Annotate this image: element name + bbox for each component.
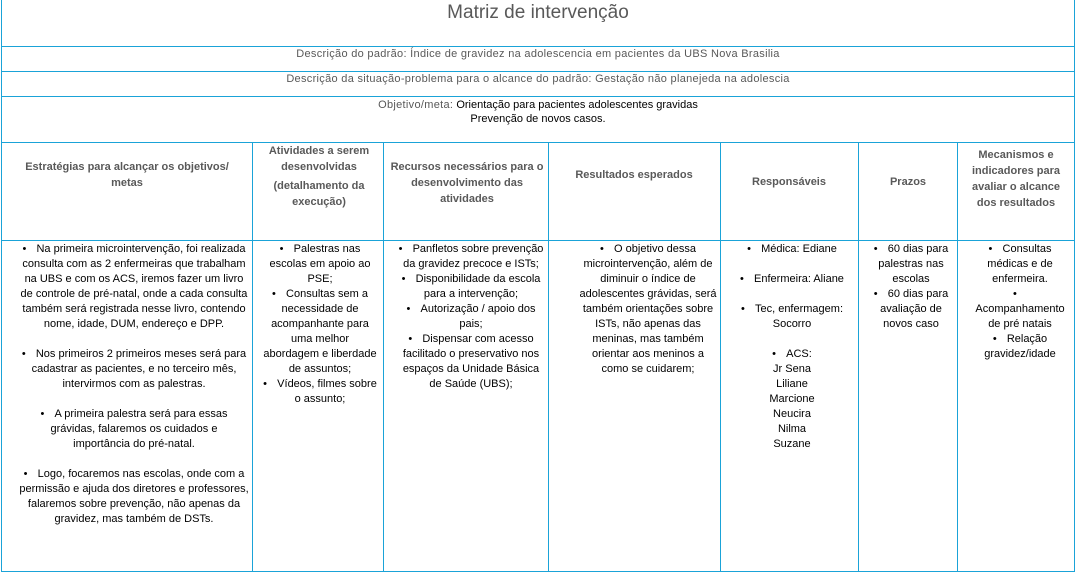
page-title: Matriz de intervenção	[447, 2, 629, 23]
bullet-icon: •	[406, 303, 411, 315]
header-label: Recursos necessários para o desenvolvimento das atividades	[390, 161, 544, 205]
bullet-icon: •	[600, 243, 604, 255]
column-divider	[858, 142, 859, 572]
situacao-description: Descrição da situação-problema para o alcance do padrão: Gestação não planejeda na adolescia	[286, 73, 790, 85]
bullet-icon: •	[23, 468, 28, 480]
table-border-bottom	[1, 571, 1074, 572]
header-label: Responsáveis	[752, 176, 826, 188]
list-item: • Palestras nas escolas em apoio ao PSE;	[269, 243, 371, 285]
header-estrategias	[10, 143, 244, 255]
row-divider	[1, 96, 1074, 97]
header-label: Prazos	[889, 176, 927, 188]
bullet-icon: •	[992, 333, 997, 345]
bullet-icon: •	[1013, 288, 1017, 300]
header-label: Resultados esperados	[575, 169, 693, 181]
header-label: Atividades a serem desenvolvidas	[268, 145, 370, 173]
list-item: • 60 dias para palestras nas escolas	[873, 243, 949, 285]
list-item: • O objetivo dessa microintervenção, além de diminuir o índice de adolescentes grávidas, será também orientações sobre ISTs, não apenas das meninas, mas também orientar aos meninos a como se cuidarem;	[579, 243, 717, 375]
bullet-icon: •	[408, 333, 413, 345]
list-item: • Médica: Ediane	[747, 243, 837, 255]
bullet-icon: •	[40, 408, 45, 420]
acs-name: Neucira	[773, 408, 811, 420]
cell-atividades	[262, 242, 378, 407]
bullet-icon: •	[740, 273, 744, 285]
bullet-icon: •	[22, 243, 27, 255]
column-divider	[383, 142, 384, 572]
acs-name: Liliane	[776, 378, 808, 390]
bullet-icon: •	[398, 243, 403, 255]
column-divider	[252, 142, 253, 572]
list-item: • Logo, focaremos nas escolas, onde com a permissão e ajuda dos diretores e professores, falaremos sobre prevenção, não apenas da gravidez, mas também de DSTs.	[19, 468, 249, 525]
cell-prazos	[866, 242, 956, 332]
cell-estrategias	[18, 242, 250, 542]
list-item: • Nos primeiros 2 primeiros meses será para cadastrar as pacientes, e no terceiro mês, intervirmos com as palestras.	[21, 348, 247, 390]
list-item: • Na primeira microintervenção, foi realizada consulta com as 2 enfermeiras que trabalham na UBS e com os ACS, iremos fazer um livro de controle de pré-natal, onde a cada consulta também será registrada nesse livro, contendo nome, idade, DUM, endereço e DPP.	[20, 243, 248, 330]
cell-responsaveis	[730, 242, 854, 467]
acs-name: Marcione	[769, 393, 815, 405]
header-sublabel: (detalhamento da execução)	[273, 180, 365, 208]
bullet-icon: •	[263, 378, 268, 390]
objetivo-line-1: Orientação para pacientes adolescentes gravidas	[456, 99, 698, 111]
row-divider	[1, 71, 1074, 72]
column-divider	[548, 142, 549, 572]
list-item: • Relação gravidez/idade	[984, 333, 1056, 360]
list-item: • Consultas sem a necessidade de acompanhante para uma melhor abordagem e liberdade de assuntos;	[263, 288, 377, 375]
list-item: • Panfletos sobre prevenção da gravidez precoce e ISTs;	[398, 243, 544, 270]
header-recursos	[388, 143, 546, 255]
bullet-icon: •	[401, 273, 406, 285]
acs-name: Nilma	[777, 423, 807, 435]
bullet-icon: •	[21, 348, 26, 360]
table-border-left	[1, 0, 2, 572]
table-border-right	[1074, 0, 1075, 572]
list-item: • Disponibilidade da escola para a intervenção;	[401, 273, 541, 300]
bullet-icon: •	[740, 303, 745, 315]
bullet-icon: •	[272, 288, 276, 300]
padrao-description: Descrição do padrão: Índice de gravidez na adolescencia em pacientes da UBS Nova Brasilia	[296, 48, 780, 60]
list-item: • 60 dias para avaliação de novos caso	[873, 288, 949, 330]
bullet-icon: •	[988, 243, 993, 255]
header-atividades	[262, 143, 376, 239]
cell-resultados	[578, 242, 718, 377]
column-divider	[957, 142, 958, 572]
list-item: • ACS: Jr Sena Liliane Marcione Neucira Nilma Suzane	[730, 347, 854, 452]
header-mecanismos	[962, 143, 1070, 243]
list-item: • Tec, enfermagem: Socorro	[740, 303, 844, 330]
list-item: • Dispensar com acesso facilitado o preservativo nos espaços da Unidade Básica de Saúde (UBS);	[402, 333, 540, 390]
bullet-icon: •	[873, 288, 878, 300]
cell-recursos	[398, 242, 544, 392]
acs-name: Suzane	[773, 438, 811, 450]
list-item: • A primeira palestra será para essas grávidas, falaremos os cuidados e importância do pré-natal.	[40, 408, 228, 450]
column-divider	[720, 142, 721, 572]
header-label: Estratégias para alcançar os objetivos/ metas	[25, 161, 229, 189]
cell-mecanismos	[970, 242, 1070, 362]
bullet-icon: •	[772, 348, 777, 360]
row-divider	[1, 46, 1074, 47]
bullet-icon: •	[873, 243, 878, 255]
list-item: • Consultas médicas e de enfermeira.	[987, 243, 1053, 285]
bullet-icon: •	[279, 243, 284, 255]
list-item: • Enfermeira: Aliane	[740, 273, 844, 285]
bullet-icon: •	[747, 243, 751, 255]
list-item: • Vídeos, filmes sobre o assunto;	[263, 378, 377, 405]
objetivo-label: Objetivo/meta:	[378, 99, 454, 111]
acs-name: Jr Sena	[773, 363, 811, 375]
list-item: • Autorização / apoio dos pais;	[406, 303, 536, 330]
objetivo-meta	[0, 98, 1076, 126]
header-label: Mecanismos e indicadores para avaliar o alcance dos resultados	[971, 149, 1061, 209]
list-item: •Acompanhamento de pré natais	[975, 288, 1065, 330]
objetivo-line-2: Prevenção de novos casos.	[470, 113, 606, 125]
